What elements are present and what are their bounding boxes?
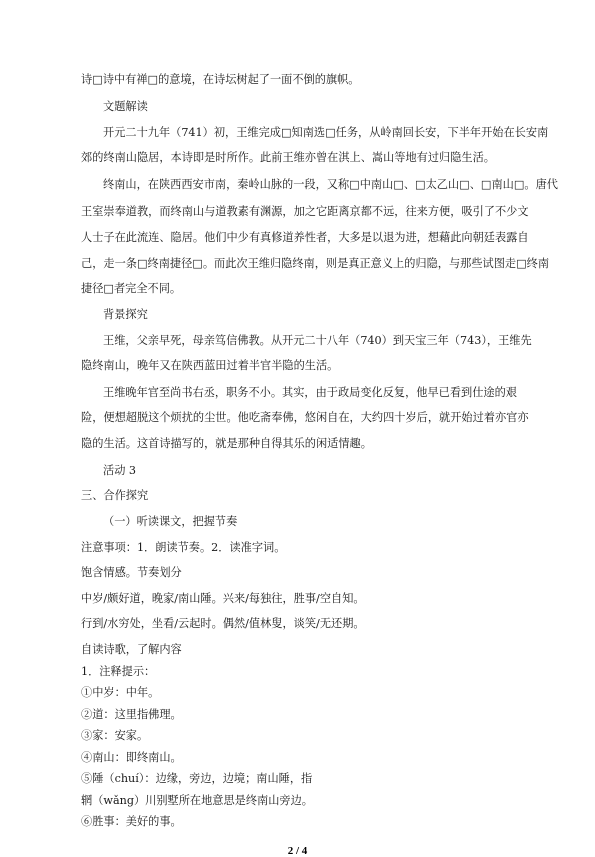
note-item: ②道：这里指佛理。 (81, 707, 182, 721)
note-item: ④南山：即终南山。 (81, 750, 182, 764)
text-line: 注意事项：1．朗读节奏。2．读准字词。 (81, 541, 286, 554)
text-line: 自读诗歌，了解内容 (81, 643, 182, 656)
poem-line: 行到/水穷处，坐看/云起时。偶然/值林叟，谈笑/无还期。 (81, 617, 365, 630)
text-line: 人士子在此流连、隐居。他们中少有真修道养性者，大多是以退为进，想藉此向朝廷表露自 (81, 231, 529, 244)
note-item: 辋（wǎng）川别墅所在地意思是终南山旁边。 (81, 793, 313, 807)
text-line: 险，便想超脱这个烦扰的尘世。他吃斋奉佛，悠闲自在，大约四十岁后，就开始过着亦官亦 (81, 411, 529, 424)
text-line: 王维，父亲早死，母亲笃信佛教。从开元二十八年（740）到天宝三年（743），王维先 (103, 334, 532, 347)
activity-label: 活动 3 (103, 464, 137, 477)
text-line: 1．注释提示： (81, 664, 156, 678)
section-heading-background: 背景探究 (103, 308, 148, 321)
poem-line: 中岁/颇好道，晚家/南山陲。兴来/每独往，胜事/空自知。 (81, 592, 365, 605)
text-line: 王维晚年官至尚书右丞，职务不小。其实，由于政局变化反复，他早已看到仕途的艰 (103, 386, 517, 399)
text-line: 诗□诗中有禅□的意境，在诗坛树起了一面不倒的旗帜。 (81, 73, 360, 86)
text-line: 王室崇奉道教，而终南山与道教素有渊源，加之它距离京都不远，往来方便，吸引了不少文 (81, 205, 529, 218)
section-heading-title-reading: 文题解读 (103, 100, 148, 113)
text-line: 隐的生活。这首诗描写的，就是那种自得其乐的闲适情趣。 (81, 437, 372, 450)
text-line: 郊的终南山隐居，本诗即是时所作。此前王维亦曾在淇上、嵩山等地有过归隐生活。 (81, 151, 495, 164)
text-line: 终南山，在陕西西安市南，秦岭山脉的一段，又称□中南山□、□太乙山□、□南山□。唐代 (103, 178, 558, 191)
text-line: 开元二十九年（741）初，王维完成□知南选□任务，从岭南回长安，下半年开始在长安南 (103, 126, 549, 139)
section-heading-cooperative: 三、合作探究 (81, 489, 149, 502)
note-item: ①中岁：中年。 (81, 686, 160, 699)
text-line: 捷径□者完全不同。 (81, 282, 182, 295)
page-number: 2 / 4 (287, 844, 308, 857)
note-item: ⑤陲（chuí）：边缘，旁边，边境；南山陲，指 (81, 772, 313, 785)
note-item: ⑥胜事：美好的事。 (81, 815, 182, 828)
note-item: ③家：安家。 (81, 729, 149, 742)
text-line: 隐终南山，晚年又在陕西蓝田过着半官半隐的生活。 (81, 359, 339, 372)
subsection-heading: （一）听读课文，把握节奏 (103, 515, 238, 528)
text-line: 己，走一条□终南捷径□。而此次王维归隐终南，则是真正意义上的归隐，与那些试图走□终南 (81, 257, 550, 270)
text-line: 饱含情感。节奏划分 (81, 566, 182, 579)
